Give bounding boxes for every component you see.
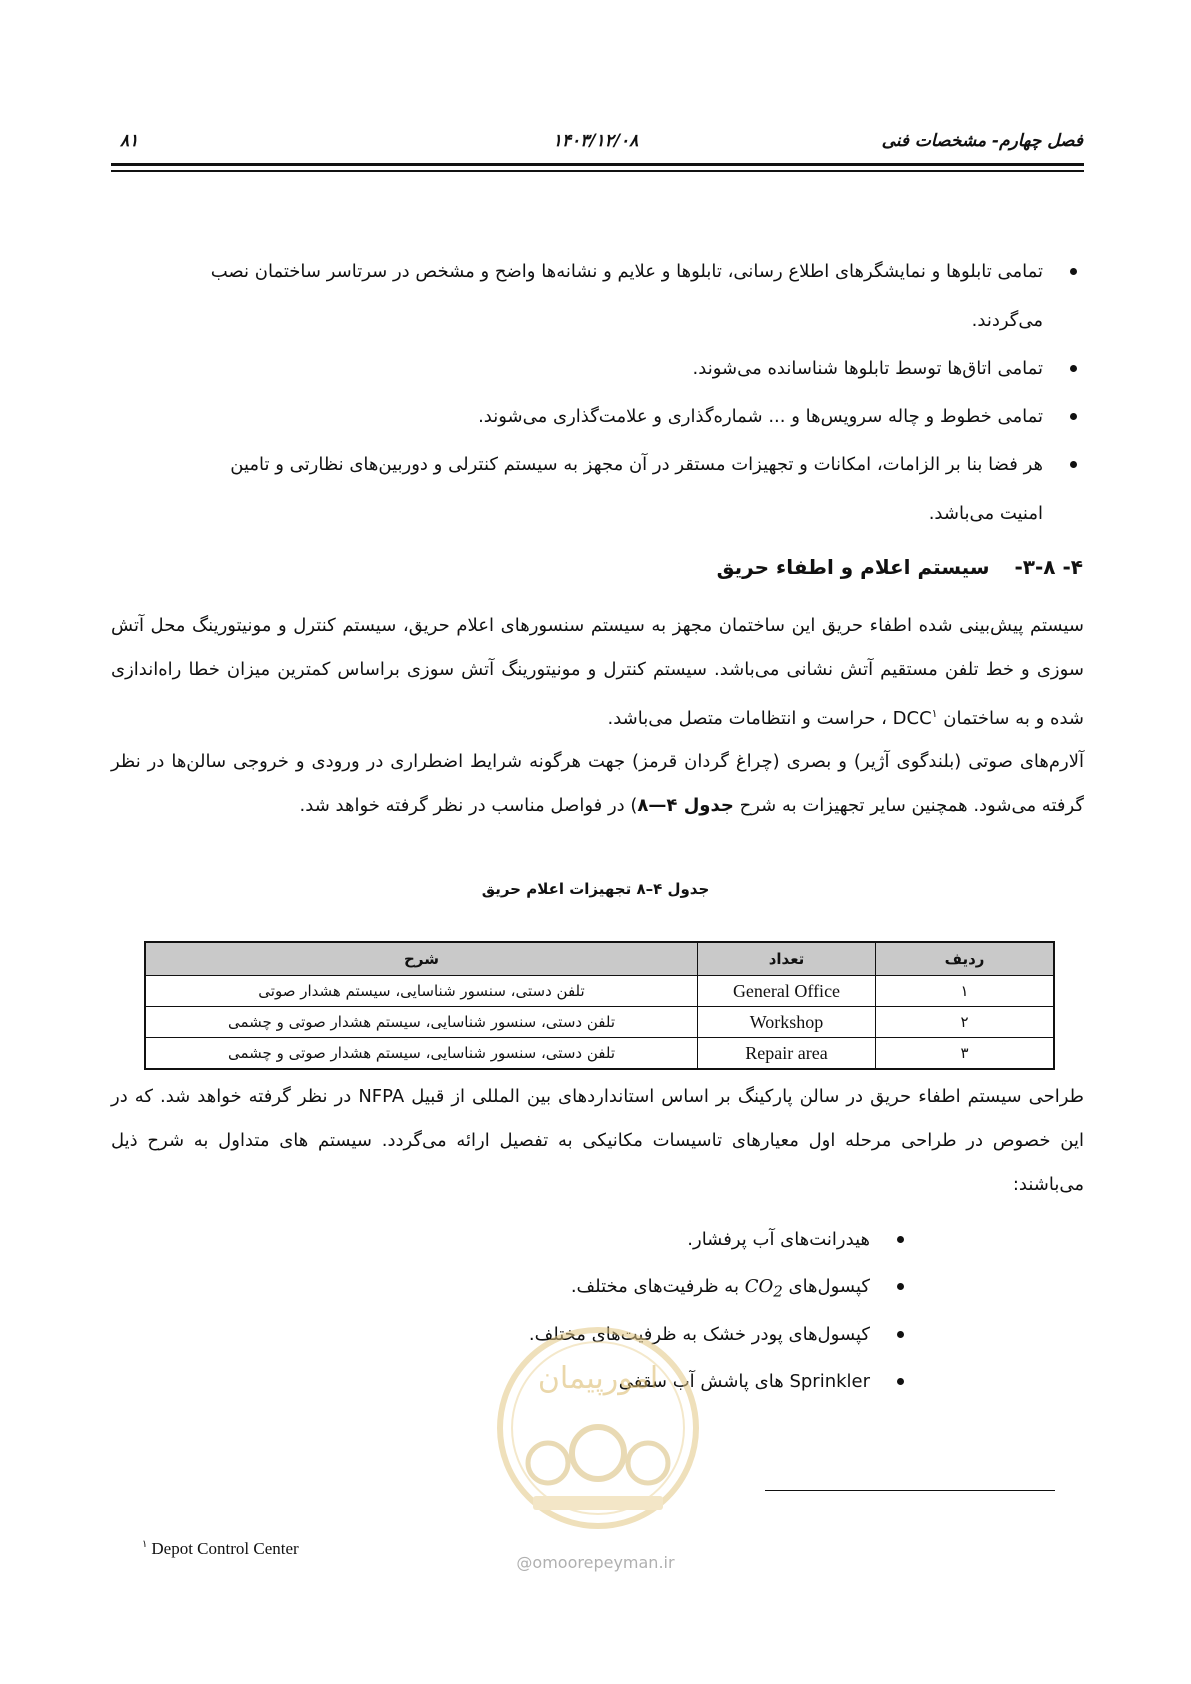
bullet-item [687, 1225, 870, 1255]
table-reference: جدول ۴—۸ [637, 795, 734, 816]
formula-subscript: 2 [773, 1282, 783, 1301]
paragraph-alarms [111, 740, 1084, 828]
table-row [145, 1038, 1054, 1070]
cell-area: Repair area [698, 1038, 876, 1070]
table-row [145, 976, 1054, 1007]
section-title: سیستم اعلام و اطفاء حریق [716, 555, 990, 579]
paragraph-fire-system [111, 604, 1084, 741]
header-row-number: ردیف [876, 942, 1055, 976]
watermark-website: @omoorepeyman.ir [516, 1553, 675, 1572]
header-chapter-title: فصل چهارم- مشخصات فنی [881, 131, 1083, 151]
cell-description: تلفن دستی، سنسور شناسایی، سیستم هشدار صوتی و چشمی [145, 1007, 698, 1038]
paragraph-text: ، حراست و انتظامات متصل می‌باشد. [607, 708, 893, 729]
cell-area: Workshop [698, 1007, 876, 1038]
paragraph-text: سیستم پیش‌بینی شده اطفاء حریق این ساختمان مجهز به سیستم سنسورهای اعلام حریق، سیستم کنترل و مونیتورینگ محل آتش سوزی و خط تلفن مستقیم آتش نشانی می‌باشد. سیستم کنترل و مونیتورینگ آتش سوزی براساس کمترین میزان خطا راه‌اندازی شده و به ساختمان DCC [111, 615, 1084, 729]
watermark-logo [493, 1318, 703, 1578]
header-date: ۱۴۰۳/۱۲/۰۸ [552, 131, 639, 151]
header-rule-thick [111, 163, 1084, 166]
header-description: شرح [145, 942, 698, 976]
bullet-item [211, 257, 1043, 287]
footnote-mark: ۱ [142, 1539, 148, 1551]
header-page-number: ۸۱ [120, 131, 139, 151]
formula-text: CO [744, 1276, 774, 1297]
header-rule-thin [111, 170, 1084, 172]
bullet-text: تمامی تابلوها و نمایشگرهای اطلاع رسانی، تابلوها و علایم و نشانه‌ها واضح و مشخص در سرتاسر ساختمان نصب [210, 261, 1043, 282]
cell-description: تلفن دستی، سنسور شناسایی، سیستم هشدار صوتی [145, 976, 698, 1007]
paragraph-parking-fire: طراحی سیستم اطفاء حریق در سالن پارکینگ بر اساس استانداردهای بین المللی از قبیل NFPA در نظر گرفته خواهد شد. که در این خصوص در طراحی مرحله اول معیارهای تاسیسات مکانیکی به تفصیل ارائه می‌گردد. سیستم های متداول به شرح ذیل می‌باشند: [111, 1086, 1084, 1195]
table-caption: جدول ۴–۸ تجهیزات اعلام حریق [481, 880, 710, 898]
bullet-text: هر فضا بنا بر الزامات، امکانات و تجهیزات مستقر در آن مجهز به سیستم کنترلی و دوربین‌های نظارتی و تامین [230, 454, 1043, 475]
bullet-text: Sprinkler های پاشش آب سقفی [618, 1371, 870, 1392]
bullet-item [478, 402, 1043, 432]
paragraph-text: ) در فواصل مناسب در نظر گرفته خواهد شد. [299, 795, 638, 816]
section-heading [717, 552, 1083, 582]
footnote-reference[interactable]: ۱ [931, 707, 938, 720]
footnote [142, 1539, 299, 1559]
bullet-text: تمامی اتاق‌ها توسط تابلوها شناسانده می‌شوند. [692, 358, 1043, 379]
cell-area: General Office [698, 976, 876, 1007]
header-count: تعداد [698, 942, 876, 976]
cell-row-number: ۳ [876, 1038, 1055, 1070]
bullet-continuation: امنیت می‌باشد. [928, 503, 1043, 524]
section-number: ۴- ۳-۸- [1014, 555, 1083, 579]
bullet-text: تمامی خطوط و چاله سرویس‌ها و ... شماره‌گذاری و علامت‌گذاری می‌شوند. [478, 406, 1043, 427]
footnote-separator [765, 1490, 1055, 1491]
bullet-continuation: می‌گردند. [971, 310, 1043, 331]
table-row [145, 1007, 1054, 1038]
bullet-item [230, 450, 1043, 480]
cell-row-number: ۲ [876, 1007, 1055, 1038]
table-header-row [145, 942, 1054, 976]
co2-formula [744, 1276, 783, 1301]
bullet-item [571, 1272, 870, 1307]
bullet-text: هیدرانت‌های آب پرفشار. [687, 1229, 870, 1250]
cell-row-number: ۱ [876, 976, 1055, 1007]
watermark-logo-text: امورپیمان [537, 1361, 659, 1396]
footnote-text: Depot Control Center [151, 1539, 299, 1558]
bullet-item [693, 354, 1043, 384]
fire-equipment-table [144, 941, 1055, 1070]
cell-description: تلفن دستی، سنسور شناسایی، سیستم هشدار صوتی و چشمی [145, 1038, 698, 1070]
paragraph-text: آلارم‌های صوتی (بلندگوی آژیر) و بصری (چراغ گردان قرمز) جهت هرگونه شرایط اضطراری در ورودی و خروجی سالن‌ها در نظر گرفته می‌شود. همچنین سایر تجهیزات به شرح [111, 751, 1084, 816]
bullet-text: کپسول‌های [782, 1276, 870, 1297]
bullet-text: کپسول‌های پودر خشک به ظرفیت‌های مختلف. [528, 1324, 870, 1345]
bullet-text: به ظرفیت‌های مختلف. [570, 1276, 745, 1297]
